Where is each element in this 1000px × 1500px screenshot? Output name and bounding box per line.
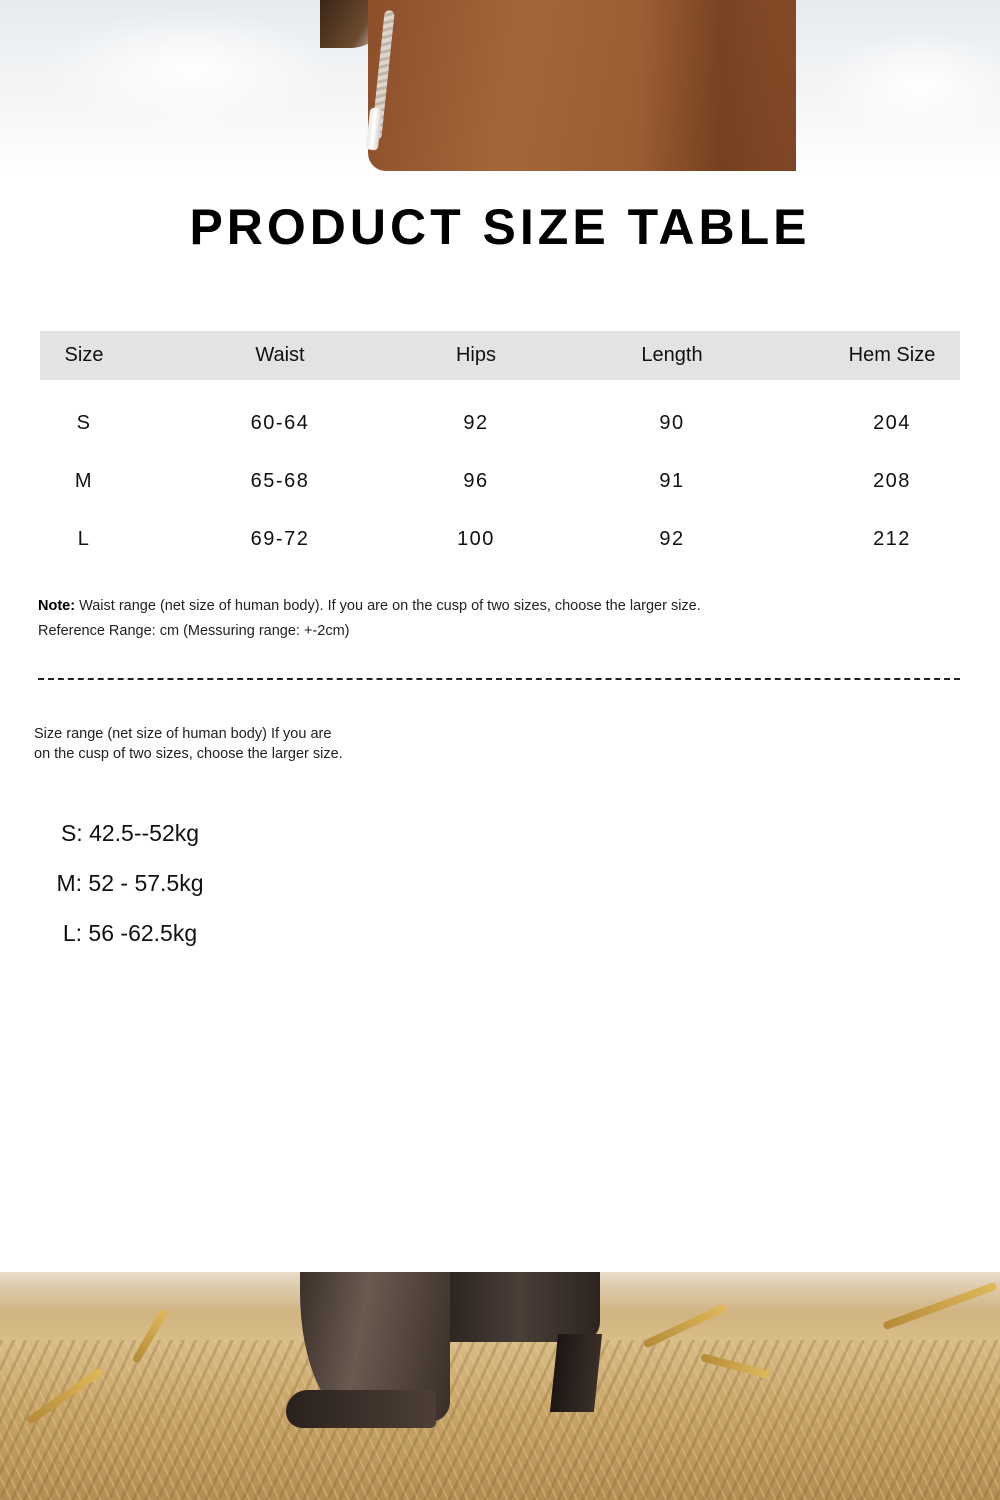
cell-hem-size: 204 — [873, 411, 911, 434]
table-row — [40, 452, 960, 510]
cell-size: L — [77, 527, 91, 550]
cell-hem-size: 208 — [873, 469, 911, 492]
cell-size: M — [74, 469, 94, 492]
note-label: Note: — [38, 598, 76, 614]
bottom-product-photo — [0, 1272, 1000, 1500]
size-range-line-1: Size range (net size of human body) If you are — [34, 726, 332, 742]
cell-hips: 92 — [463, 411, 489, 434]
cell-waist: 65-68 — [250, 469, 310, 492]
weight-m: M: 52 - 57.5kg — [56, 870, 204, 896]
top-product-photo — [0, 0, 1000, 172]
weight-list — [0, 814, 260, 964]
boot-back — [440, 1272, 600, 1342]
weight-l: L: 56 -62.5kg — [62, 920, 198, 946]
weight-s: S: 42.5--52kg — [60, 820, 200, 846]
table-row — [40, 394, 960, 452]
cell-hips: 96 — [463, 469, 489, 492]
cell-length: 90 — [659, 411, 685, 434]
cell-length: 91 — [659, 469, 685, 492]
size-range-text — [34, 724, 394, 764]
note-line — [38, 594, 701, 619]
table-row — [40, 510, 960, 568]
cell-waist: 60-64 — [250, 411, 310, 434]
header-length: Length — [520, 331, 824, 380]
cell-hem-size: 212 — [873, 527, 911, 550]
header-hem-size: Hem Size — [824, 331, 960, 380]
size-table-header-row — [40, 331, 960, 380]
boot-toe — [286, 1390, 436, 1428]
page-title: PRODUCT SIZE TABLE — [189, 199, 811, 255]
reference-range: Reference Range: cm (Messuring range: +-2cm) — [38, 623, 350, 639]
header-size: Size — [40, 331, 128, 380]
dry-grass — [0, 1340, 1000, 1500]
header-waist: Waist — [128, 331, 432, 380]
size-range-line-2: on the cusp of two sizes, choose the larger size. — [34, 746, 343, 762]
cell-hips: 100 — [457, 527, 495, 550]
size-note — [38, 594, 701, 644]
boot-heel — [550, 1334, 602, 1412]
cell-length: 92 — [659, 527, 685, 550]
size-table — [40, 331, 960, 568]
header-hips: Hips — [432, 331, 520, 380]
cell-waist: 69-72 — [250, 527, 310, 550]
cell-size: S — [76, 411, 92, 434]
note-text: Waist range (net size of human body). If you are on the cusp of two sizes, choose the larger size. — [75, 598, 701, 614]
dashed-divider — [38, 678, 960, 680]
